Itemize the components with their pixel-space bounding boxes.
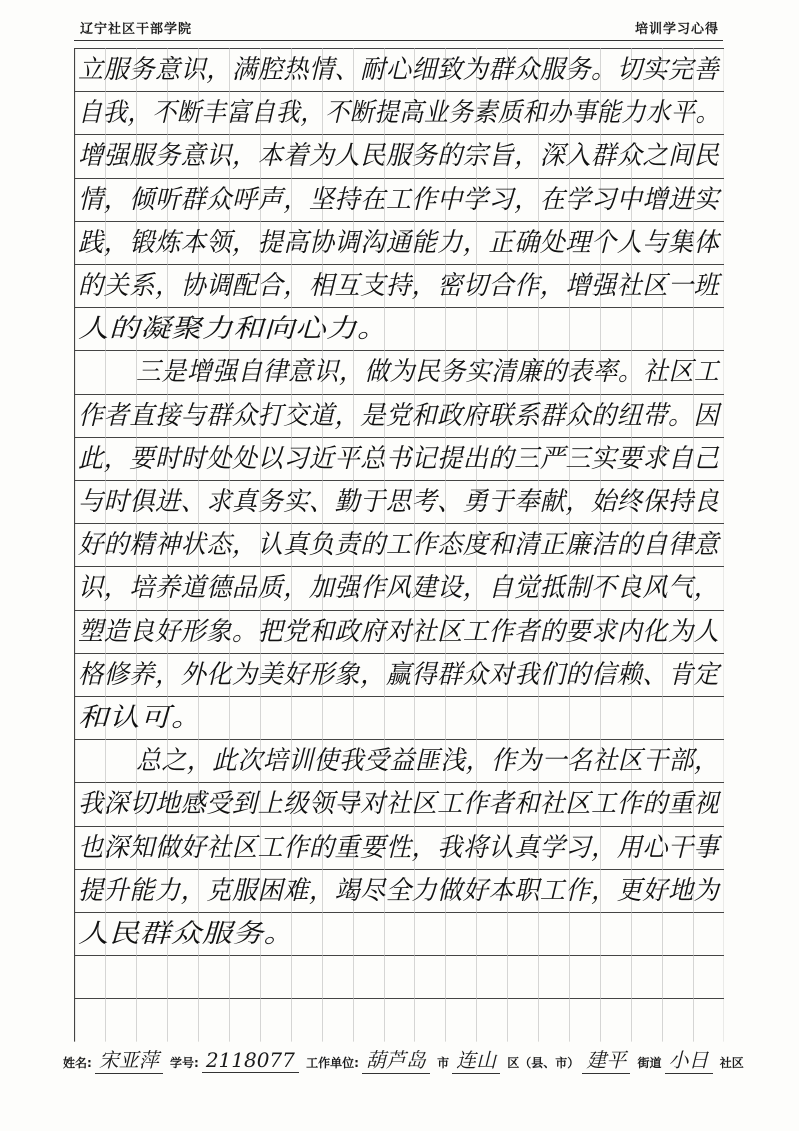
- text-line: 此，要时时处处以习近平总书记提出的三严三实要求自己: [78, 443, 720, 474]
- street-label: 街道: [637, 1056, 662, 1070]
- district-value: 连山: [452, 1044, 500, 1074]
- street-value: 建平: [582, 1044, 630, 1074]
- college-name: 辽宁社区干部学院: [80, 22, 193, 37]
- text-line: 总之，此次培训使我受益匪浅，作为一名社区干部，: [136, 746, 720, 777]
- text-line: 立服务意识，满腔热情、耐心细致为群众服务。切实完善: [78, 55, 720, 85]
- document-type: 培训学习心得: [634, 22, 719, 37]
- text-line: 格修养，外化为美好形象，赢得群众对我们的信赖、肯定: [78, 659, 720, 690]
- text-line: 自我，不断丰富自我，不断提高业务素质和办事能力水平。: [78, 98, 721, 129]
- text-line: 作者直接与群众打交道，是党和政府联系群众的纽带。因: [78, 400, 720, 431]
- text-line: 人民群众服务。: [78, 919, 295, 949]
- text-line: 提升能力，克服困难，竭尽全力做好本职工作，更好地为: [78, 875, 720, 906]
- text-line: 人的凝聚力和向心力。: [78, 314, 389, 345]
- text-line: 也深知做好社区工作的重要性，我将认真学习，用心干事: [78, 832, 720, 863]
- text-line: 践，锻炼本领，提高协调沟通能力，正确处理个人与集体: [78, 227, 720, 258]
- community-value: 小日: [665, 1044, 713, 1074]
- city-label: 市: [437, 1056, 450, 1070]
- id-value: 2118077: [202, 1048, 299, 1073]
- name-label: 姓名:: [63, 1056, 92, 1070]
- writing-grid: [74, 48, 724, 1042]
- community-label: 社区: [719, 1056, 744, 1070]
- text-line: 和认可。: [78, 703, 203, 733]
- student-info: [60, 1044, 747, 1074]
- city-value: 葫芦岛: [362, 1044, 430, 1074]
- header-rule: [74, 40, 723, 41]
- name-value: 宋亚萍: [95, 1044, 163, 1074]
- district-label: 区（县、市）: [507, 1056, 580, 1070]
- text-line: 增强服务意识，本着为人民服务的宗旨，深入群众之间民: [78, 141, 720, 172]
- text-line: 的关系，协调配合，相互支持，密切合作，增强社区一班: [78, 271, 720, 301]
- unit-label: 工作单位:: [306, 1056, 359, 1070]
- text-line: 情，倾听群众呼声，坚持在工作中学习，在学习中增进实: [78, 184, 720, 215]
- text-line: 我深切地感受到上级领导对社区工作者和社区工作的重视: [78, 789, 720, 820]
- text-line: 好的精神状态，认真负责的工作态度和清正廉洁的自律意: [78, 530, 720, 561]
- text-line: 塑造良好形象。把党和政府对社区工作者的要求内化为人: [78, 616, 720, 647]
- text-line: 三是增强自律意识，做为民务实清廉的表率。社区工: [136, 357, 720, 388]
- text-line: 识，培养道德品质，加强作风建设，自觉抵制不良风气，: [78, 573, 720, 604]
- id-label: 学号:: [170, 1056, 199, 1070]
- text-line: 与时俱进、求真务实、勤于思考、勇于奉献，始终保持良: [78, 487, 720, 517]
